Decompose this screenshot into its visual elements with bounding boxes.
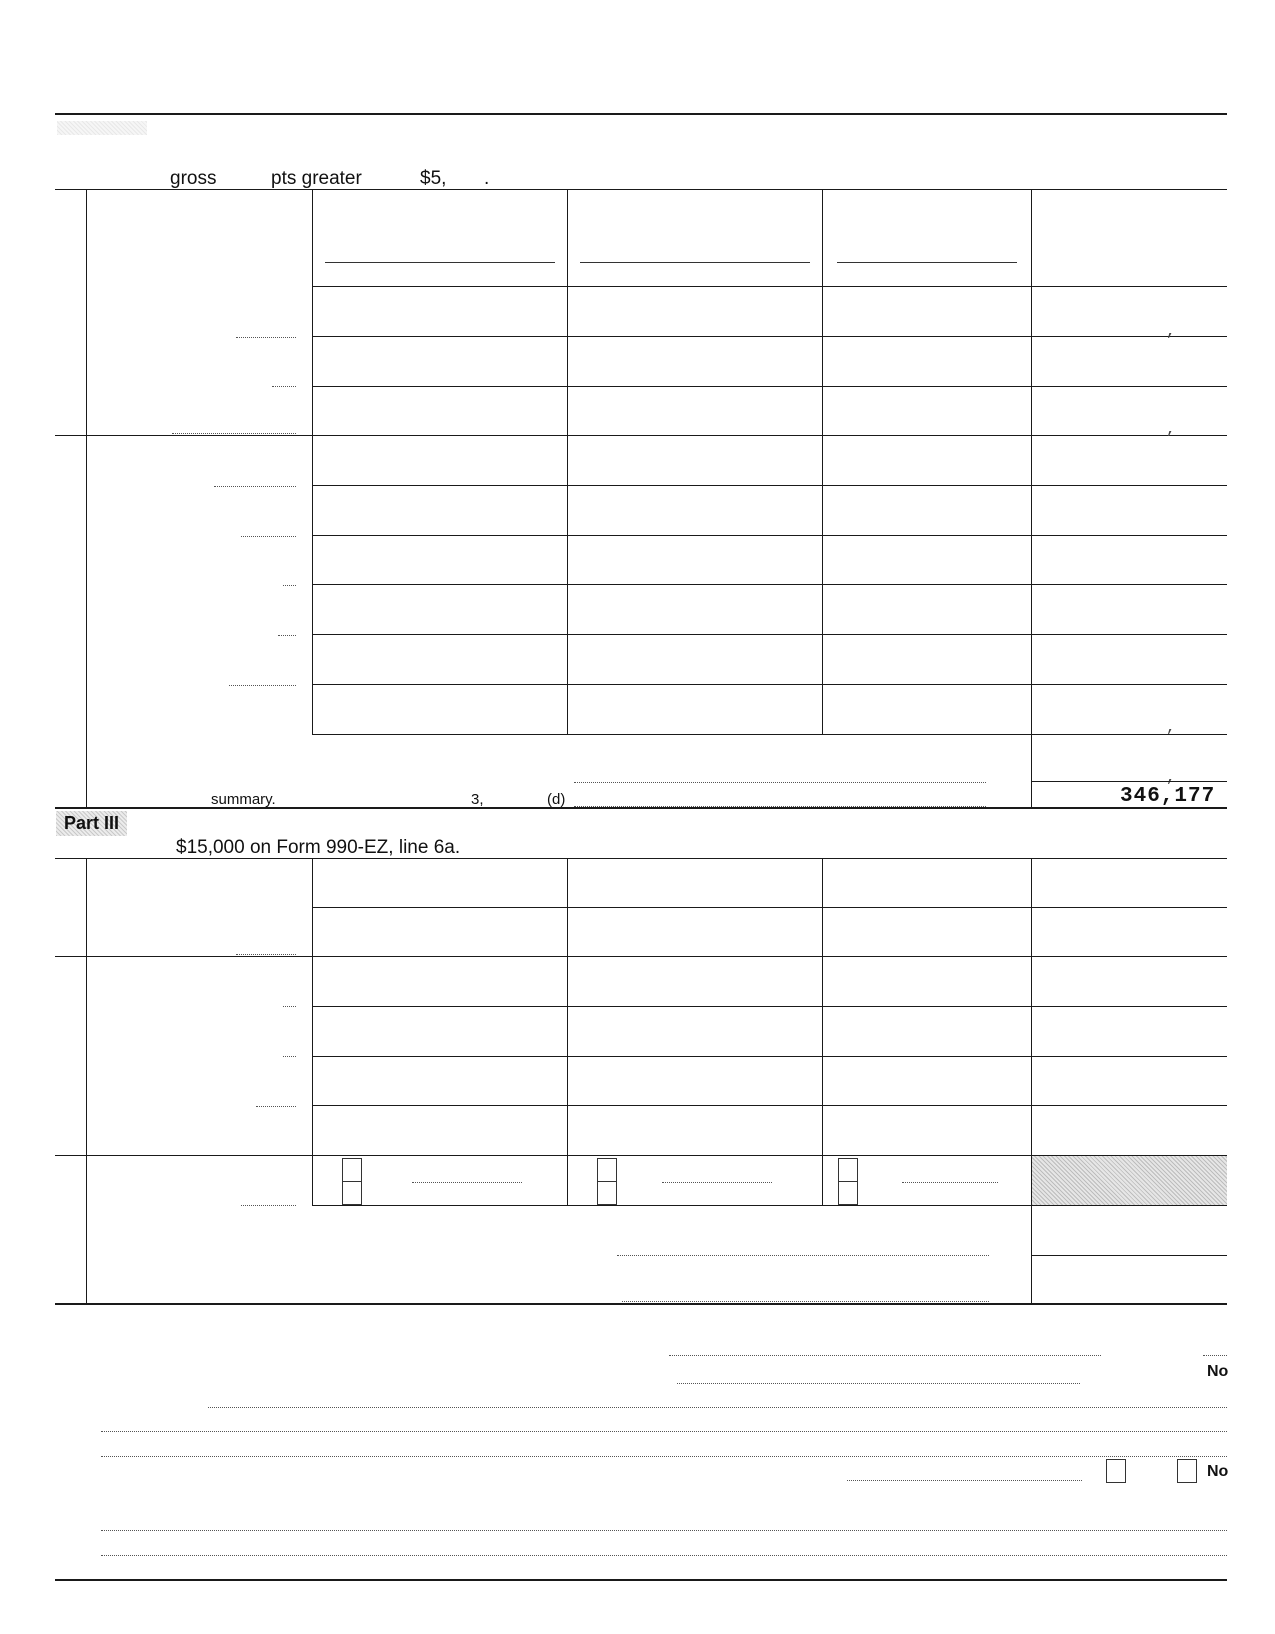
part2-row-line <box>312 386 1227 387</box>
part3-col-a-divider <box>312 858 313 1205</box>
col-a-divider <box>312 189 313 734</box>
part3-table-top <box>55 858 1227 859</box>
summary-leader-dots <box>574 782 986 783</box>
leader-dots <box>617 1255 989 1256</box>
header-word-period: . <box>484 168 490 189</box>
summary-label: summary. <box>211 791 276 808</box>
part2-row-line <box>312 684 1227 685</box>
shaded-cell <box>1032 1156 1227 1205</box>
part3-bottom <box>55 1303 1227 1305</box>
question-leader-dots <box>208 1407 1227 1408</box>
year-underline-c <box>837 262 1017 263</box>
part3-left-border <box>86 858 87 1303</box>
part2-row-line <box>312 485 1227 486</box>
question-leader-dots <box>101 1431 1227 1432</box>
faded-form-header <box>57 121 147 135</box>
part3-row-line <box>312 1006 1227 1007</box>
part3-col-d-divider <box>1031 858 1032 1303</box>
part2-row-line <box>312 286 1227 287</box>
part2-row-line <box>312 634 1227 635</box>
check-box-col-b-2[interactable] <box>597 1181 617 1205</box>
part2-section-b-bottom <box>312 734 1227 735</box>
header-word-gross: gross <box>170 168 217 189</box>
part2-row-line <box>312 336 1227 337</box>
amount-comma-mark: , <box>1166 768 1176 786</box>
part3-row-line <box>312 1105 1227 1106</box>
header-word-amount: $5, <box>420 168 447 189</box>
part2-row-line <box>312 535 1227 536</box>
part2-left-border <box>86 189 87 807</box>
part2-bottom <box>55 807 1227 809</box>
yes-checkbox[interactable] <box>1106 1459 1126 1483</box>
no-label: No <box>1207 1463 1229 1480</box>
part3-col-c-divider <box>822 858 823 1205</box>
header-word-pts-greater: pts greater <box>271 168 362 189</box>
leader-dots <box>241 536 296 537</box>
question-leader-dots <box>669 1355 1101 1356</box>
leader-dots <box>622 1301 989 1302</box>
part3-row-line <box>312 1205 1227 1206</box>
leader-dots <box>283 1006 296 1007</box>
check-box-col-c-2[interactable] <box>838 1181 858 1205</box>
leader-dots <box>272 386 296 387</box>
question-leader-dots <box>101 1456 1227 1457</box>
leader-dots <box>283 585 296 586</box>
no-checkbox[interactable] <box>1177 1459 1197 1483</box>
total-value: 346,177 <box>1120 785 1216 808</box>
amount-comma-mark: , <box>1166 322 1176 340</box>
part-iii-heading: $15,000 on Form 990-EZ, line 6a. <box>176 837 461 858</box>
col-d-divider <box>1031 189 1032 807</box>
part2-table-top <box>55 189 1227 190</box>
part3-row-line <box>312 1056 1227 1057</box>
check-box-col-a[interactable] <box>342 1158 362 1182</box>
part2-row-line <box>312 584 1227 585</box>
leader-dots <box>412 1182 522 1183</box>
leader-dots <box>278 635 296 636</box>
top-rule <box>55 113 1227 115</box>
part2-section-a-bottom <box>55 435 1227 436</box>
check-box-col-b[interactable] <box>597 1158 617 1182</box>
leader-dots <box>283 1056 296 1057</box>
leader-dots <box>236 337 296 338</box>
page-bottom-rule <box>55 1579 1227 1581</box>
year-underline-b <box>580 262 810 263</box>
leader-dots <box>229 685 296 686</box>
summary-col-ref: (d) <box>547 791 566 808</box>
col-c-divider <box>822 189 823 734</box>
year-underline-a <box>325 262 555 263</box>
question-leader-dots <box>677 1383 1080 1384</box>
part-iii-label: Part III <box>56 811 127 836</box>
leader-dots <box>214 486 296 487</box>
question-leader-dots <box>847 1480 1082 1481</box>
summary-line-ref: 3, <box>471 791 484 808</box>
question-leader-dots <box>101 1530 1227 1531</box>
no-label: No <box>1207 1363 1229 1380</box>
check-box-col-c[interactable] <box>838 1158 858 1182</box>
amount-comma-mark: , <box>1166 718 1176 736</box>
col-b-divider <box>567 189 568 734</box>
leader-dots <box>902 1182 998 1183</box>
part3-row-line <box>1031 1255 1227 1256</box>
check-box-col-a-2[interactable] <box>342 1181 362 1205</box>
leader-dots <box>172 433 296 434</box>
leader-dots <box>236 954 296 955</box>
leader-dots <box>256 1106 296 1107</box>
part3-col-b-divider <box>567 858 568 1205</box>
leader-dots <box>662 1182 772 1183</box>
question-leader-dots <box>1203 1355 1227 1356</box>
part3-row-line <box>312 907 1227 908</box>
question-leader-dots <box>101 1555 1227 1556</box>
total-cell-line <box>1031 781 1227 782</box>
amount-comma-mark: , <box>1166 420 1176 438</box>
part3-section-a-bottom <box>55 956 1227 957</box>
leader-dots <box>241 1205 296 1206</box>
